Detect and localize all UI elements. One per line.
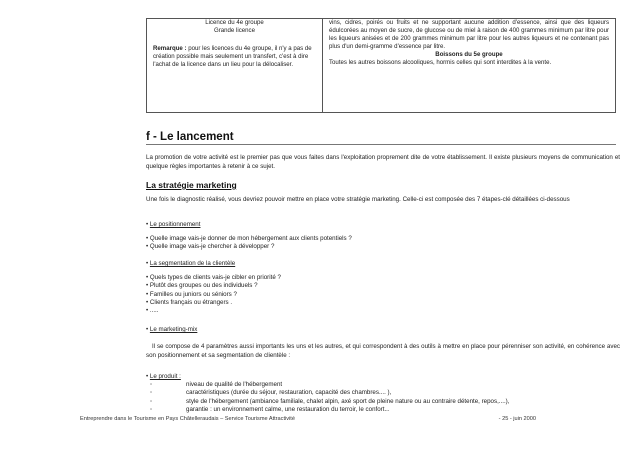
section-title: f - Le lancement	[146, 131, 616, 145]
list-item: ▫ garantie : un environnement calme, une restauration du terroir, le confort...	[146, 406, 509, 414]
remark-text: pour les licences du 4e groupe, il n'y a pas de création possible mais seulement un transfert, c'est à dire l'achat de la licence dans un lieu pour la délocaliser.	[153, 45, 312, 69]
segmentation-block: • La segmentation de la clientèle • Quels types de clients vais-je cibler en priorité ? • Plutôt des groupes ou des individuels ? • Familles ou juniors ou séniors ? • Clients français ou étrangers . • .....	[146, 260, 281, 315]
marketing-mix-paragraph: Il se compose de 4 paramètres aussi importants les uns et les autres, et qui correspondent à des outils à mettre en place pour pérenniser son activité, en cohérence avec son positionnement et sa segmentation de clientèle :	[146, 343, 620, 359]
list-item: ▫ caractéristiques (durée du séjour, restauration, capacité des chambres.... ),	[146, 389, 509, 397]
list-item: • Quels types de clients vais-je cibler en priorité ?	[146, 274, 281, 282]
footer-left: Entreprendre dans le Tourisme en Pays Châtelleraudais – Service Tourisme Attractivité	[80, 416, 295, 422]
page-footer	[80, 416, 536, 422]
marketing-mix-block: • Le marketing-mix	[146, 326, 198, 333]
licence-remark	[153, 45, 316, 69]
liqueur-text: vins, cidres, poirés ou fruits et ne supportant aucune addition d'essence, ainsi que des liqueurs édulcorées au moyen de sucre, de glucose ou de miel à raison de 400 grammes minimum par litre pour les liqueurs anisées et de 200 grammes minimum par litre pour les autres liqueurs et ne contenant pas plus d'un demi-gramme d'essence par litre.	[329, 19, 609, 51]
positionnement-label: Le positionnement	[149, 221, 201, 228]
licence-table-left-cell	[147, 19, 323, 112]
intro-paragraph: La promotion de votre activité est le premier pas que vous faites dans l'exploitation proprement dite de votre établissement. Il existe plusieurs moyens de communication et quelque règles importantes à retenir à ce sujet.	[146, 154, 620, 170]
positionnement-block: • Le positionnement • Quelle image vais-je donner de mon hébergement aux clients potentiels ? • Quelle image vais-je chercher à développer ?	[146, 221, 352, 251]
segmentation-label: La segmentation de la clientèle	[149, 260, 236, 267]
square-bullet-icon: ▫	[150, 405, 153, 413]
marketing-strategy-heading: La stratégie marketing	[146, 180, 237, 190]
square-bullet-icon: ▫	[150, 389, 153, 397]
remark-label: Remarque :	[153, 45, 187, 52]
produit-block: • Le produit : ▫ niveau de qualité de l'hébergement ▫ caractéristiques (durée du séjour, restauration, capacité des chambres.... ), ▫ style de l'hébergement (ambiance familiale, chalet alpin, axé sport de pleine nature ou au contraire détente, repos,....), ▫ garantie : un environnement calme, une restauration du terroir, le confort...	[146, 373, 510, 413]
list-item: • Quelle image vais-je donner de mon hébergement aux clients potentiels ?	[146, 235, 352, 243]
licence-group-title: Licence du 4e groupe	[205, 19, 264, 26]
licence-table	[146, 18, 616, 113]
list-item: • .....	[146, 307, 159, 315]
footer-page-number: - 25 - juin 2000	[498, 416, 536, 422]
list-item: • Familles ou juniors ou séniors ?	[146, 290, 237, 298]
licence-table-right-cell	[323, 19, 615, 112]
strategy-paragraph: Une fois le diagnostic réalisé, vous devriez pouvoir mettre en place votre stratégie marketing. Celle-ci est composée des 7 étapes-clé détaillées ci-dessous	[146, 196, 570, 203]
list-item: ▫ style de l'hébergement (ambiance familiale, chalet alpin, axé sport de pleine nature ou au contraire détente, repos,....),	[146, 398, 509, 406]
fifth-group-title: Boissons du 5e groupe	[435, 51, 503, 59]
marketing-mix-label: Le marketing-mix	[149, 326, 198, 333]
square-bullet-icon: ▫	[150, 397, 153, 405]
list-item: • Clients français ou étrangers .	[146, 298, 233, 306]
square-bullet-icon: ▫	[150, 381, 153, 389]
fifth-group-text: Toutes les autres boissons alcooliques, hormis celles qui sont interdites à la vente.	[329, 59, 552, 67]
list-item: • Quelle image vais-je chercher à développer ?	[146, 243, 275, 251]
produit-label: Le produit :	[149, 373, 181, 380]
list-item: • Plutôt des groupes ou des individuels ?	[146, 282, 258, 290]
list-item: ▫ niveau de qualité de l'hébergement	[146, 381, 509, 389]
licence-group-subtitle: Grande licence	[214, 27, 255, 34]
